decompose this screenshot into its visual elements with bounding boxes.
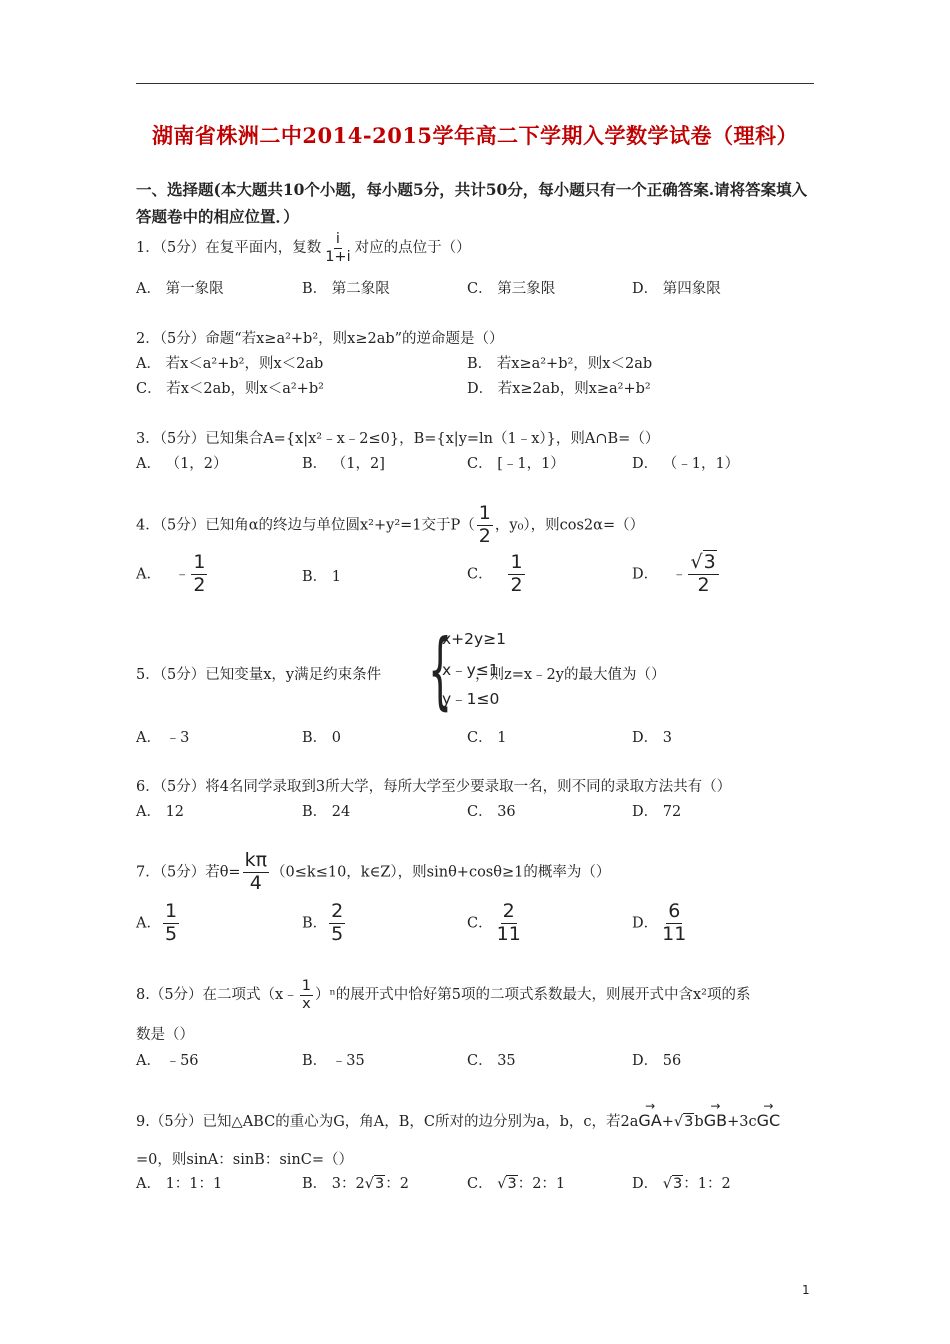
q9-option-a[interactable]: A． 1：1：1 (136, 1176, 223, 1192)
q8-option-a[interactable]: A． ﹣56 (136, 1053, 199, 1069)
q6-option-a[interactable]: A． 12 (136, 804, 185, 820)
q9-option-c[interactable]: C． √3：2：1 (467, 1176, 566, 1192)
q7-fraction: $\frac{k\pi}{4}$ (244, 849, 268, 894)
q2-option-d[interactable]: D． 若x≥2ab，则x≥a²+b² (467, 381, 651, 397)
q2-option-a[interactable]: A． 若x＜a²+b²，则x＜2ab (136, 356, 324, 372)
q8-option-b[interactable]: B． ﹣35 (302, 1053, 365, 1069)
q6-option-b[interactable]: B． 24 (302, 804, 351, 820)
q5-option-b[interactable]: B． 0 (302, 730, 341, 746)
q8-fraction: $\frac{1}{x}$ (301, 978, 311, 1012)
q1-fraction: $\frac{i}{1+i}$ (325, 231, 351, 265)
q1-option-b[interactable]: B． 第二象限 (302, 281, 390, 297)
question-8-stem-line2: 数是（） (136, 1027, 194, 1043)
q6-option-c[interactable]: C． 36 (467, 804, 516, 820)
q3-option-b[interactable]: B． （1，2] (302, 456, 385, 472)
question-2-stem: 2．（5分）命题“若x≥a²+b²，则x≥2ab”的逆命题是（） (136, 331, 504, 347)
q4-option-a[interactable]: A． ﹣ $\frac{1}{2}$ (136, 551, 206, 596)
question-7-stem: 7．（5分）若θ= $\frac{k\pi}{4}$ （0≤k≤10，k∈Z），则sinθ+cosθ≥1的概率为（） (136, 849, 611, 894)
q1-option-d[interactable]: D． 第四象限 (632, 281, 721, 297)
question-3-stem: 3．（5分）已知集合A={x|x²﹣x﹣2≤0}，B={x|y=ln（1﹣x）}，则A∩B=（） (136, 431, 660, 447)
q6-option-d[interactable]: D． 72 (632, 804, 682, 820)
q2-option-b[interactable]: B． 若x≥a²+b²，则x＜2ab (467, 356, 653, 372)
question-4-stem: 4．（5分）已知角α的终边与单位圆x²+y²=1交于P（ $\frac{1}{2}$ ，y₀），则cos2α=（） (136, 502, 645, 547)
page-number: 1 (802, 1283, 810, 1297)
q5-option-a[interactable]: A． ﹣3 (136, 730, 190, 746)
q5-option-c[interactable]: C． 1 (467, 730, 507, 746)
question-1-stem: 1．（5分）在复平面内，复数 $\frac{i}{1+i}$ 对应的点位于（） (136, 231, 471, 265)
q4-option-d[interactable]: D． ﹣ $\frac{√3}{2}$ (632, 552, 721, 597)
question-8-stem: 8.（5分）在二项式（x﹣ $\frac{1}{x}$ ）ⁿ的展开式中恰好第5项的二项式系数最大，则展开式中含x²项的系 (136, 978, 751, 1012)
q7-option-c[interactable]: C． $\frac{2}{11}$ (467, 900, 521, 945)
q5-option-d[interactable]: D． 3 (632, 730, 672, 746)
q9-option-d[interactable]: D． √3：1：2 (632, 1176, 731, 1192)
brace-icon: { (428, 621, 453, 719)
q7-option-a[interactable]: A． $\frac{1}{5}$ (136, 900, 178, 945)
q4-option-c[interactable]: C． $\frac{1}{2}$ (467, 551, 523, 596)
question-6-stem: 6．（5分）将4名同学录取到3所大学，每所大学至少要录取一名，则不同的录取方法共有（） (136, 779, 732, 795)
q5-constraint-system: { x+2y≥1 x﹣y≤1 y﹣1≤0 (428, 621, 507, 719)
question-5-stem: 5．（5分）已知变量x，y满足约束条件 ，则z=x﹣2y的最大值为（） (136, 667, 666, 683)
page-title: 湖南省株洲二中2014-2015学年高二下学期入学数学试卷（理科） (151, 123, 799, 148)
q8-option-d[interactable]: D． 56 (632, 1053, 682, 1069)
q3-option-d[interactable]: D． （﹣1，1） (632, 456, 740, 472)
q8-option-c[interactable]: C． 35 (467, 1053, 516, 1069)
section-heading: 一、选择题(本大题共10个小题，每小题5分，共计50分，每小题只有一个正确答案.请将答案填入答题卷中的相应位置．） (136, 180, 808, 226)
q4-option-b[interactable]: B． 1 (302, 569, 341, 585)
q7-option-b[interactable]: B． $\frac{2}{5}$ (302, 900, 344, 945)
q1-option-c[interactable]: C． 第三象限 (467, 281, 556, 297)
q3-option-c[interactable]: C． [﹣1，1） (467, 456, 565, 472)
question-9-stem: 9.（5分）已知△ABC的重心为G，角A，B，C所对的边分别为a，b，c，若2a→ GA+√3b→ GB+3c→ GC (136, 1110, 826, 1131)
q7-option-d[interactable]: D． $\frac{6}{11}$ (632, 900, 687, 945)
q2-option-c[interactable]: C． 若x＜2ab，则x＜a²+b² (136, 381, 324, 397)
q3-option-a[interactable]: A． （1，2） (136, 456, 228, 472)
header-rule (136, 83, 814, 84)
question-9-stem-line2: =0，则sinA：sinB：sinC=（） (136, 1152, 353, 1168)
q1-option-a[interactable]: A． 第一象限 (136, 281, 224, 297)
q4-fraction: $\frac{1}{2}$ (478, 502, 491, 547)
q9-option-b[interactable]: B． 3：2√3：2 (302, 1176, 409, 1192)
